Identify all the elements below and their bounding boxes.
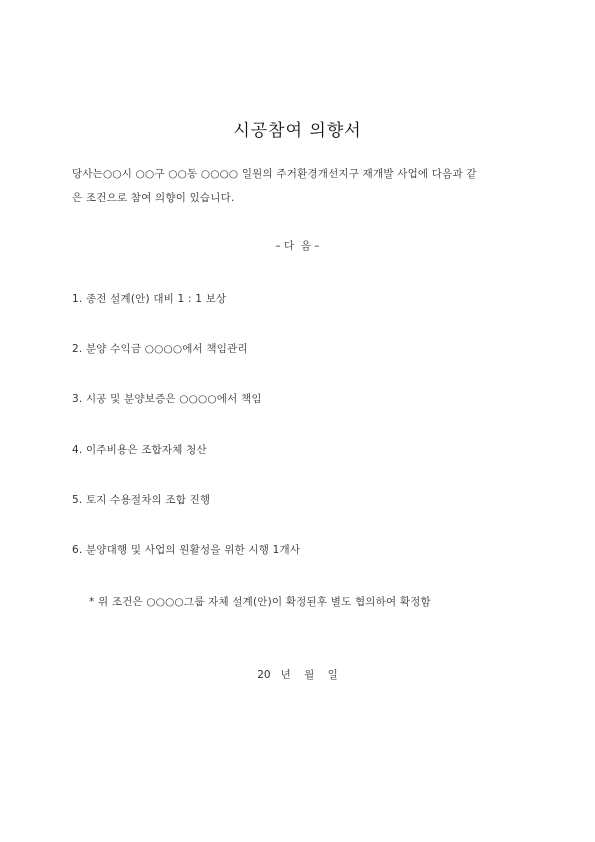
footnote: * 위 조건은 ○○○○그룹 자체 설계(안)이 확정된후 별도 협의하여 확정함 (89, 596, 431, 608)
condition-item-5: 5. 토지 수용절차의 조합 진행 (72, 494, 211, 506)
intro-paragraph-line-1: 당사는○○시 ○○구 ○○동 ○○○○ 일원의 주거환경개선지구 재개발 사업에 다음과 같 (72, 168, 477, 180)
intro-paragraph-line-2: 은 조건으로 참여 의향이 있습니다. (72, 192, 235, 204)
condition-item-6: 6. 분양대행 및 사업의 원활성을 위한 시행 1개사 (72, 544, 301, 556)
condition-item-1: 1. 종전 설계(안) 대비 1 : 1 보상 (72, 293, 227, 305)
condition-item-4: 4. 이주비용은 조합자체 청산 (72, 444, 207, 456)
condition-item-2: 2. 분양 수익금 ○○○○에서 책임관리 (72, 343, 248, 355)
section-heading: – 다 음 – (275, 240, 320, 252)
date-line: 20 년 월 일 (257, 669, 338, 681)
document-title: 시공참여 의향서 (233, 121, 362, 141)
condition-item-3: 3. 시공 및 분양보증은 ○○○○에서 책임 (72, 393, 262, 405)
